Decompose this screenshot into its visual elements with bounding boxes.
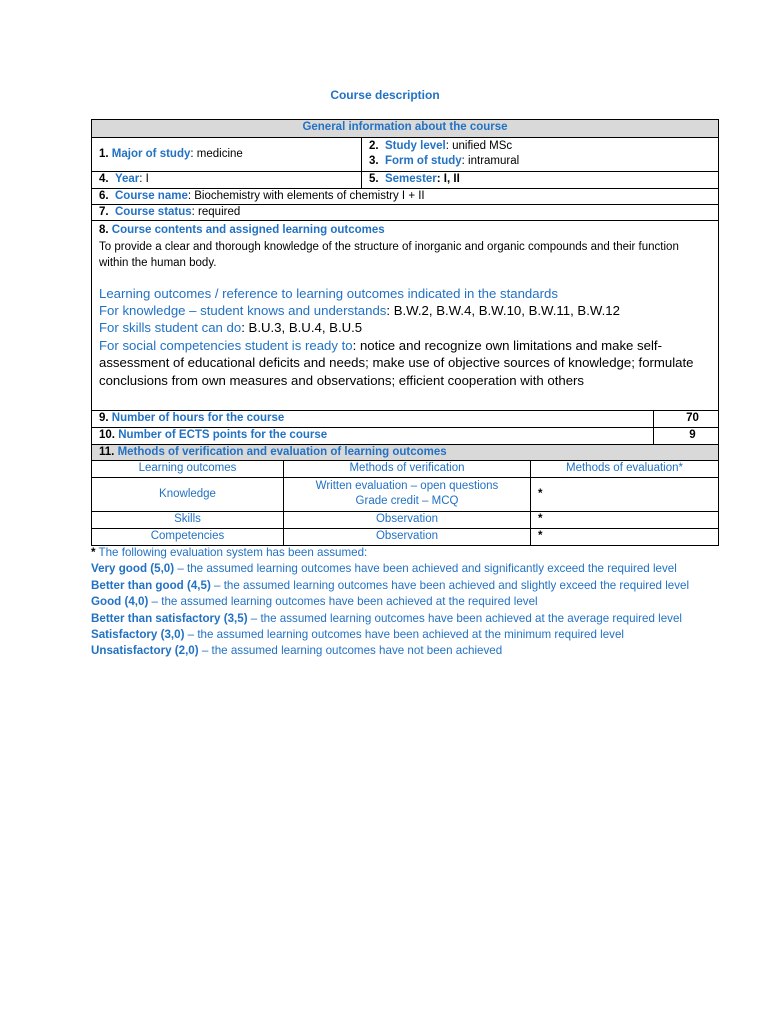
methods-num: 11. xyxy=(99,446,115,458)
major-label: Major of study xyxy=(111,148,191,160)
methods-columns-row xyxy=(92,460,718,477)
study-level-value: : unified MSc xyxy=(445,140,513,152)
methods-header-row xyxy=(92,444,718,460)
study-level-form xyxy=(361,138,718,171)
ects-value: 9 xyxy=(653,428,718,444)
grade-label: Better than good (4,5) xyxy=(91,578,211,592)
col-methods-verification: Methods of verification xyxy=(283,461,530,477)
col-methods-evaluation: Methods of evaluation* xyxy=(530,461,718,477)
course-name-num: 6. xyxy=(99,190,109,202)
major-level-row xyxy=(92,137,718,171)
course-name-value: : Biochemistry with elements of chemistry I + II xyxy=(187,190,425,202)
methods-row-knowledge xyxy=(92,477,718,511)
grade-text: – the assumed learning outcomes have been achieved and significantly exceed the required level xyxy=(174,562,677,576)
grade-better-than-good xyxy=(91,578,691,594)
grade-text: – the assumed learning outcomes have been achieved at the minimum required level xyxy=(184,628,624,642)
contents-num: 8. xyxy=(99,224,109,236)
grade-label: Better than satisfactory (3,5) xyxy=(91,611,248,625)
hours-row xyxy=(92,410,718,427)
year-num: 4. xyxy=(99,173,109,185)
course-status-num: 7. xyxy=(99,206,109,218)
general-header-row xyxy=(92,120,718,137)
course-name-label: Course name xyxy=(114,190,188,202)
outcome-competencies: Competencies xyxy=(150,530,225,542)
form-value: : intramural xyxy=(461,155,520,167)
social-value: : notice and recognize own limitations and make self-assessment of educational deficits and needs; make use of objective sources of knowledge; formulate conclusions from own measures and observations; efficient cooperation with others xyxy=(99,337,694,388)
grade-label: Good (4,0) xyxy=(91,595,149,609)
study-level-num: 2. xyxy=(369,140,379,152)
grade-unsatisfactory xyxy=(91,643,691,659)
grade-good xyxy=(91,594,691,610)
methods-label: Methods of verification and evaluation of learning outcomes xyxy=(117,446,447,458)
course-status-label: Course status xyxy=(114,206,192,218)
semester-value: : I, II xyxy=(436,173,460,185)
grade-text: – the assumed learning outcomes have been achieved at the required level xyxy=(148,595,538,609)
skills-label: For skills student can do xyxy=(99,320,242,336)
course-contents-row xyxy=(92,220,718,410)
hours-value: 70 xyxy=(653,411,718,427)
grade-label: Unsatisfactory (2,0) xyxy=(91,644,199,658)
course-status-row xyxy=(92,204,718,220)
grade-satisfactory xyxy=(91,627,691,643)
year-semester-row xyxy=(92,171,718,188)
outcome-skills: Skills xyxy=(174,513,201,525)
verification-knowledge xyxy=(283,478,530,511)
social-label: For social competencies student is ready to xyxy=(99,337,353,353)
hours-label: Number of hours for the course xyxy=(111,412,285,424)
evaluation-competencies: * xyxy=(530,529,718,545)
knowledge-label: For knowledge – student knows and understands xyxy=(99,302,387,318)
notes-intro xyxy=(91,545,691,561)
major-value: : medicine xyxy=(190,148,243,160)
grade-text: – the assumed learning outcomes have not been achieved xyxy=(198,644,503,658)
ects-num: 10. xyxy=(99,429,115,441)
grade-label: Very good (5,0) xyxy=(91,562,175,576)
year-label: Year xyxy=(114,173,140,185)
general-header: General information about the course xyxy=(302,121,508,133)
verification-competencies: Observation xyxy=(283,529,530,545)
verification-knowledge-2: Grade credit – MCQ xyxy=(355,495,459,507)
year-value: : I xyxy=(139,173,149,185)
semester-num: 5. xyxy=(369,173,379,185)
methods-row-competencies xyxy=(92,528,718,545)
form-num: 3. xyxy=(369,155,379,167)
skills-value: : B.U.3, B.U.4, B.U.5 xyxy=(241,320,363,336)
notes-star: * xyxy=(91,546,96,559)
ects-label: Number of ECTS points for the course xyxy=(118,429,328,441)
ects xyxy=(92,428,653,444)
major-of-study xyxy=(92,138,361,171)
verification-skills: Observation xyxy=(283,512,530,528)
course-name-row xyxy=(92,188,718,204)
knowledge-value: : B.W.2, B.W.4, B.W.10, B.W.11, B.W.12 xyxy=(386,302,620,318)
course-status xyxy=(92,205,247,220)
grade-better-than-satisfactory xyxy=(91,611,691,627)
course-name xyxy=(92,189,432,204)
hours-num: 9. xyxy=(99,412,109,424)
major-num: 1. xyxy=(99,148,109,160)
page-title: Course description xyxy=(330,88,440,102)
evaluation-notes xyxy=(91,545,691,660)
grade-label: Satisfactory (3,0) xyxy=(91,628,185,642)
verification-knowledge-1: Written evaluation – open questions xyxy=(315,480,499,492)
semester xyxy=(361,172,718,188)
methods-header xyxy=(92,445,454,460)
contents-label: Course contents and assigned learning outcomes xyxy=(111,224,385,236)
evaluation-skills: * xyxy=(530,512,718,528)
grade-text: – the assumed learning outcomes have been achieved and slightly exceed the required level xyxy=(210,578,690,592)
contents-text: To provide a clear and thorough knowledge of the structure of inorganic and organic compounds and their function within the human body. xyxy=(99,240,679,269)
study-level-label: Study level xyxy=(384,140,446,152)
form-label: Form of study xyxy=(384,155,462,167)
semester-label: Semester xyxy=(384,173,437,185)
methods-row-skills xyxy=(92,511,718,528)
grade-very-good xyxy=(91,561,691,577)
course-contents xyxy=(92,221,718,410)
outcome-knowledge: Knowledge xyxy=(159,488,216,500)
ects-row xyxy=(92,427,718,444)
course-status-value: : required xyxy=(191,206,241,218)
course-table xyxy=(91,119,719,546)
col-learning-outcomes: Learning outcomes xyxy=(138,462,237,474)
learning-outcomes-heading: Learning outcomes / reference to learning outcomes indicated in the standards xyxy=(99,285,558,301)
year xyxy=(92,172,361,188)
grade-text: – the assumed learning outcomes have been achieved at the average required level xyxy=(247,611,682,625)
notes-intro-text: The following evaluation system has been assumed: xyxy=(95,546,368,559)
evaluation-knowledge: * xyxy=(530,478,718,511)
hours xyxy=(92,411,653,427)
